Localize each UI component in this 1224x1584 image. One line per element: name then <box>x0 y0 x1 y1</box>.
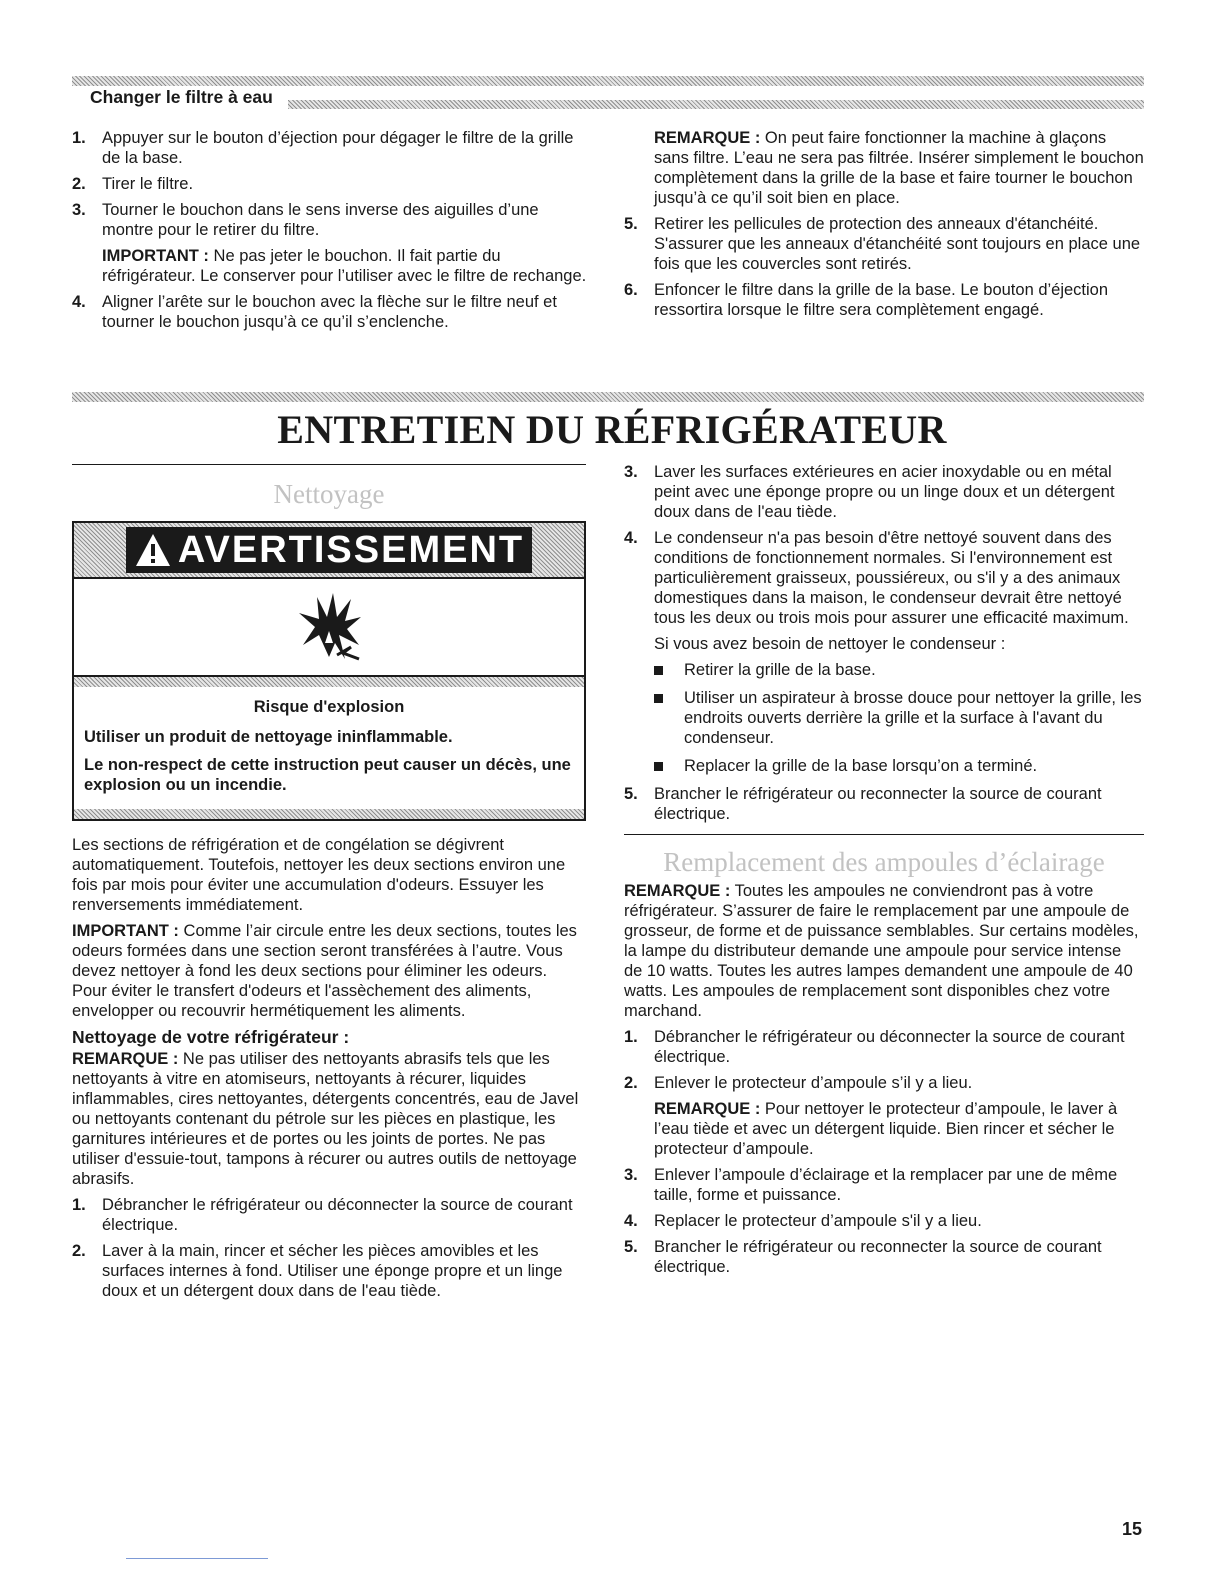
page-number: 15 <box>1121 1519 1142 1539</box>
cleaning-intro: Les sections de réfrigération et de congélation se dégivrent automatiquement. Toutefois, nettoyer les deux sections environ une fois par mois pour éviter une accumulation d'odeurs. Essuyer les renversements immédiatement. <box>72 836 566 914</box>
important-note: IMPORTANT : Comme l’air circule entre les deux sections, toutes les odeurs formées dans une section seront transférées à l’autre. Vous devez nettoyer à fond les deux sections pour éliminer les odeurs. Pour éviter le transfert d'odeurs et l'assèchement des aliments, envelopper ou recouvrir hermétiquement les aliments. <box>72 922 577 1020</box>
warning-line: Le non-respect de cette instruction peut causer un décès, une explosion ou un incendie. <box>84 756 571 794</box>
list-item: Retirer la grille de la base. <box>654 660 1144 680</box>
list-item: 1. Débrancher le réfrigérateur ou déconnecter la source de courant électrique. <box>72 1196 573 1234</box>
list-item: 3. Enlever l’ampoule d’éclairage et la remplacer par une de même taille, forme et puissance. <box>624 1166 1118 1204</box>
list-item: Utiliser un aspirateur à brosse douce pour nettoyer la grille, les endroits ouverts derrière la grille et la surface à l'avant du condenseur. <box>654 688 1144 748</box>
section-title-water-filter: Changer le filtre à eau <box>90 87 273 107</box>
warning-icon-area <box>74 579 584 677</box>
section-heading-cleaning: Nettoyage <box>273 479 385 509</box>
list-item: 1. Appuyer sur le bouton d’éjection pour dégager le filtre de la grille de la base. <box>72 129 574 167</box>
list-item: 6. Enfoncer le filtre dans la grille de la base. Le bouton d’éjection ressortira lorsque le filtre sera complètement engagé. <box>624 281 1109 319</box>
remark-note: REMARQUE : Ne pas utiliser des nettoyants abrasifs tels que les nettoyants à vitre en atomiseurs, nettoyants à récurer, liquides inflammables, cires nettoyantes, détergents concentrés, eau de Javel ou nettoyants contenant du pétrole sur les pièces en plastique, les garnitures intérieures et de portes ou les joints de portes. Ne pas utiliser d'essuie-tout, tampons à récurer ou autres outils de nettoyage abrasifs. <box>72 1050 579 1188</box>
top-divider <box>72 76 1144 86</box>
title-divider <box>288 100 1144 109</box>
warning-text <box>74 687 584 809</box>
filter-steps-right <box>624 128 1144 326</box>
warning-line: Utiliser un produit de nettoyage ininflammable. <box>84 728 453 746</box>
section-divider <box>72 392 1144 402</box>
remark-note: REMARQUE : Toutes les ampoules ne conviendront pas à votre réfrigérateur. S’assurer de faire le remplacement par une ampoule de grosseur, de forme et de puissance semblables. Sur certains modèles, la lampe du distributeur demande une ampoule pour service intense de 10 watts. Toutes les autres lampes demandent une ampoule de 40 watts. Les ampoules de remplacement sont disponibles chez votre marchand. <box>624 882 1139 1020</box>
warning-triangle-icon <box>134 532 172 568</box>
important-note: IMPORTANT : Ne pas jeter le bouchon. Il fait partie du réfrigérateur. Le conserver pour l’utiliser avec le filtre de rechange. <box>102 247 587 285</box>
list-item: 4. Replacer le protecteur d’ampoule s'il y a lieu. <box>624 1212 982 1230</box>
list-item: 4. Le condenseur n'a pas besoin d'être nettoyé souvent dans des conditions de fonctionnement normales. Si l'environnement est particulièrement graisseux, poussiéreux, ou s'il y a des animaux domestiques dans la maison, le condenseur devrait être nettoyé tous les deux ou trois mois pour assurer une efficacité maximum. Si vous avez besoin de nettoyer le condenseur : <box>624 528 1144 654</box>
list-item: 5. Retirer les pellicules de protection des anneaux d'étanchéité. S'assurer que les anneaux d'étanchéité sont toujours en place une fois que les couvercles sont retirés. <box>624 215 1141 273</box>
filter-steps-left <box>72 128 592 338</box>
bullet-icon <box>654 762 663 771</box>
condenser-intro: Si vous avez besoin de nettoyer le condenseur : <box>654 635 1006 653</box>
bullet-icon <box>654 666 663 675</box>
list-item: 5. Brancher le réfrigérateur ou reconnecter la source de courant électrique. <box>624 1238 1102 1276</box>
list-item: 2. Laver à la main, rincer et sécher les pièces amovibles et les surfaces internes à fond. Utiliser une éponge propre et un linge doux et un détergent doux dans de l'eau tiède. <box>72 1242 563 1300</box>
page-title: ENTRETIEN DU RÉFRIGÉRATEUR <box>277 407 947 452</box>
heading-rule <box>72 464 586 465</box>
right-column <box>624 462 1144 1283</box>
warning-title: AVERTISSEMENT <box>126 527 532 573</box>
list-item: 2. Tirer le filtre. <box>72 175 194 193</box>
left-column <box>72 464 586 1307</box>
list-item: 1. Débrancher le réfrigérateur ou déconnecter la source de courant électrique. <box>624 1028 1125 1066</box>
footer-line <box>126 1558 268 1559</box>
warning-box <box>72 521 586 821</box>
remark-note: REMARQUE : On peut faire fonctionner la machine à glaçons sans filtre. L’eau ne sera pas filtrée. Insérer simplement le bouchon complètement dans la grille de la base et faire tourner le bouchon jusqu’à ce qu’il soit bien en place. <box>654 129 1144 207</box>
explosion-icon <box>289 587 369 667</box>
list-item: 3. Laver les surfaces extérieures en acier inoxydable ou en métal peint avec une éponge propre ou un linge doux et un détergent doux dans de l'eau tiède. <box>624 463 1115 521</box>
list-item: 5. Brancher le réfrigérateur ou reconnecter la source de courant électrique. <box>624 785 1102 823</box>
subheading-cleaning: Nettoyage de votre réfrigérateur : <box>72 1027 350 1047</box>
list-item: 2. Enlever le protecteur d’ampoule s’il y a lieu. REMARQUE : Pour nettoyer le protecteur d’ampoule, le laver à l’eau tiède et avec un détergent liquide. Bien rincer et sécher le protecteur d’ampoule. <box>624 1073 1144 1159</box>
list-item: 4. Aligner l’arête sur le bouchon avec la flèche sur le filtre neuf et tourner le bouchon jusqu’à ce qu’il s’enclenche. <box>72 293 557 331</box>
remark-note: REMARQUE : Pour nettoyer le protecteur d’ampoule, le laver à l’eau tiède et avec un détergent liquide. Bien rincer et sécher le protecteur d’ampoule. <box>654 1100 1118 1158</box>
warning-header <box>74 523 584 579</box>
warning-body <box>74 677 584 819</box>
list-item: 3. Tourner le bouchon dans le sens inverse des aiguilles d’une montre pour le retirer du filtre. IMPORTANT : Ne pas jeter le bouchon. Il fait partie du réfrigérateur. Le conserver pour l’utiliser avec le filtre de rechange. <box>72 200 592 286</box>
heading-rule <box>624 834 1144 835</box>
list-item: Replacer la grille de la base lorsqu’on a terminé. <box>654 756 1144 776</box>
section-heading-bulbs: Remplacement des ampoules d’éclairage <box>663 847 1105 877</box>
warning-risk: Risque d'explosion <box>253 698 405 716</box>
bullet-icon <box>654 694 663 703</box>
